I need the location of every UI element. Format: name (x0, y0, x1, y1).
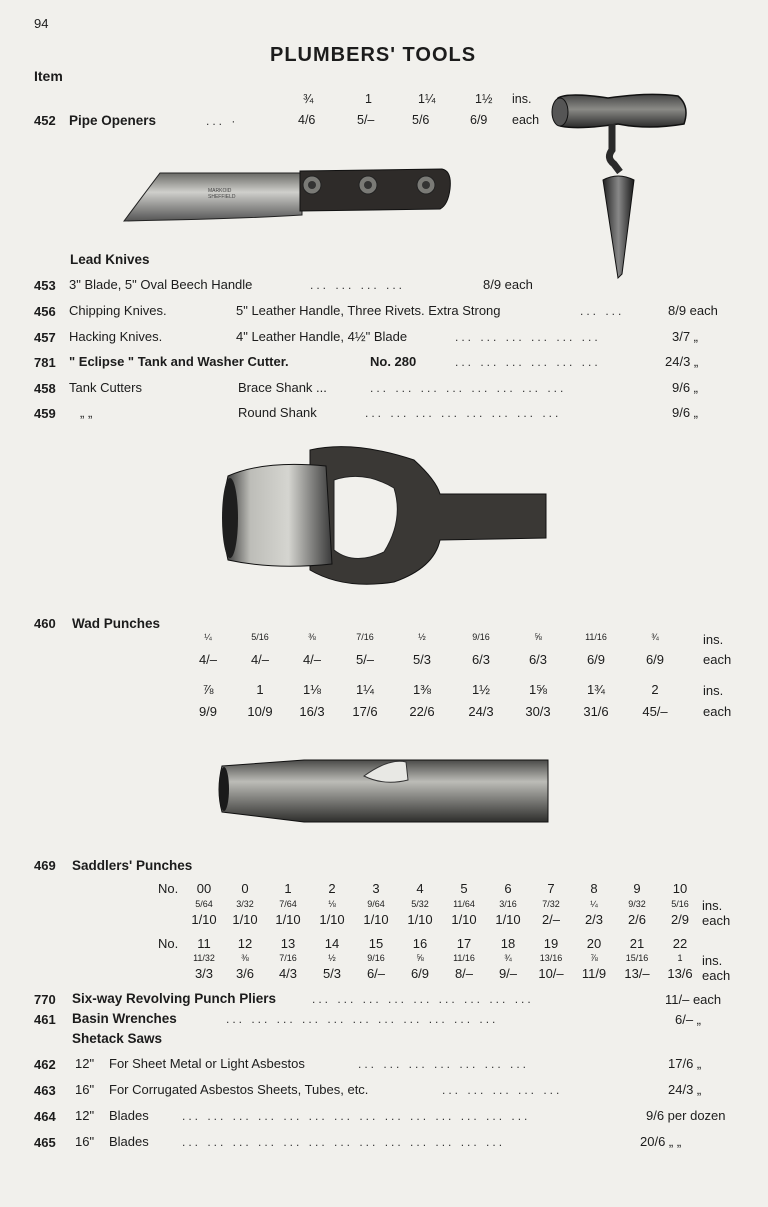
item-desc: Blades (109, 1108, 149, 1123)
wad-price: 6/9 (586, 652, 606, 667)
item-number: 453 (34, 278, 56, 293)
item-name: Tank Cutters (69, 380, 142, 395)
punch-size: 5/16 (671, 899, 689, 909)
item-name: Six-way Revolving Punch Pliers (72, 991, 277, 1006)
item-name: " Eclipse " Tank and Washer Cutter. (69, 354, 289, 369)
item-name: Pipe Openers (69, 113, 157, 128)
punch-size: 7/32 (542, 899, 560, 909)
leader-dots: ... ... ... ... ... ... ... ... ... ... ... ... ... ... (182, 1109, 531, 1123)
item-number: 781 (34, 355, 56, 370)
item-desc: Blades (109, 1134, 149, 1149)
item-number: 458 (34, 381, 56, 396)
punch-size: 5/64 (195, 899, 213, 909)
punch-size: 9/32 (628, 899, 646, 909)
item-price: 9/6 „ (672, 380, 699, 395)
punch-price: 13/– (624, 966, 650, 981)
pipe-price: 5/6 (412, 113, 430, 127)
punch-size: ⅜ (241, 953, 249, 963)
item-number: 452 (34, 113, 56, 128)
wad-price: 24/3 (468, 704, 494, 719)
item-number: 461 (34, 1012, 56, 1027)
wad-size: 5/16 (251, 632, 269, 642)
punch-price: 2/3 (584, 912, 604, 927)
leader-dots: ... ... ... ... ... ... (455, 355, 601, 369)
punch-price: 2/– (541, 912, 561, 927)
punch-size: ¼ (590, 899, 598, 909)
saw-size: 16" (75, 1134, 95, 1149)
no-label: No. (158, 936, 179, 951)
item-number: 465 (34, 1135, 56, 1150)
wad-price: 4/– (198, 652, 218, 667)
item-name: Hacking Knives. (69, 329, 163, 344)
punch-price: 4/3 (278, 966, 298, 981)
punch-price: 11/9 (581, 966, 607, 981)
punch-price: 13/6 (667, 966, 693, 981)
saddler-unit-ins: ins. (702, 953, 723, 968)
item-number: 770 (34, 992, 56, 1007)
punch-size: 7/64 (279, 899, 297, 909)
punch-size: 9/64 (367, 899, 385, 909)
item-price: 24/3 „ (668, 1082, 702, 1097)
wad-size: 1⅛ (302, 682, 322, 697)
page-title: PLUMBERS' TOOLS (270, 44, 477, 66)
punch-number: 21 (629, 936, 645, 951)
wad-price: 22/6 (409, 704, 435, 719)
punch-size: ½ (328, 953, 336, 963)
saddlers-punch-illustration (214, 752, 552, 826)
wad-price: 9/9 (198, 704, 218, 719)
wad-price: 5/3 (412, 652, 432, 667)
item-number: 463 (34, 1083, 56, 1098)
punch-price: 5/3 (322, 966, 342, 981)
item-desc: No. 280 (370, 354, 417, 369)
pipe-size: 1¼ (418, 92, 436, 106)
wad-size: 1⅝ (528, 682, 548, 697)
punch-size: ¾ (504, 953, 512, 963)
punch-number: 0 (241, 881, 249, 896)
item-name: 3" Blade, 5" Oval Beech Handle (69, 277, 253, 292)
item-price: 9/6 per dozen (646, 1108, 726, 1123)
item-price: 3/7 „ (672, 329, 699, 344)
punch-number: 7 (547, 881, 555, 896)
item-number: 460 (34, 616, 56, 631)
wad-unit-ins: ins. (703, 683, 724, 698)
punch-price: 6/– (366, 966, 386, 981)
punch-price: 1/10 (232, 912, 258, 927)
punch-number: 11 (197, 936, 211, 951)
punch-size: 5/32 (411, 899, 429, 909)
item-desc: For Corrugated Asbestos Sheets, Tubes, etc. (109, 1082, 369, 1097)
punch-number: 22 (672, 936, 688, 951)
punch-number: 10 (672, 881, 688, 896)
pipe-price-unit: each (512, 113, 540, 127)
leader-dots: ... ... (580, 304, 625, 318)
item-price: 9/6 „ (672, 405, 699, 420)
wad-price: 6/3 (528, 652, 548, 667)
leader-dots: ... ... ... ... ... (442, 1083, 563, 1097)
pipe-size: ¾ (303, 92, 314, 106)
item-name: Saddlers' Punches (72, 858, 193, 873)
punch-price: 1/10 (495, 912, 521, 927)
punch-size: ⅞ (590, 953, 598, 963)
knife-stamp-text: SHEFFIELD (208, 194, 236, 200)
wad-size: 1 (256, 682, 264, 697)
punch-price: 9/– (498, 966, 518, 981)
leader-dots: ... ... ... ... ... ... ... ... ... (312, 992, 534, 1006)
leader-dots: ... ... ... ... ... ... ... ... ... ... ... (226, 1012, 499, 1026)
wad-size: 7/16 (356, 632, 374, 642)
punch-price: 1/10 (407, 912, 433, 927)
punch-number: 1 (284, 881, 292, 896)
wad-size: ⅝ (534, 632, 542, 642)
pipe-size: 1 (365, 92, 372, 106)
item-column-header: Item (34, 68, 63, 84)
item-desc: 5" Leather Handle, Three Rivets. Extra Strong (236, 303, 501, 318)
item-desc: Brace Shank ... (238, 380, 327, 395)
punch-number: 8 (590, 881, 598, 896)
item-price: 8/9 each (483, 277, 533, 292)
punch-size: 3/32 (236, 899, 254, 909)
item-price: 24/3 „ (665, 354, 699, 369)
knife-stamp-text: MARKOID (208, 188, 232, 194)
item-desc: For Sheet Metal or Light Asbestos (109, 1056, 305, 1071)
wad-size: ½ (418, 632, 426, 642)
leader-dots: ... ... ... ... ... ... ... ... (370, 381, 567, 395)
punch-number: 19 (543, 936, 559, 951)
saw-size: 16" (75, 1082, 95, 1097)
punch-size: 9/16 (367, 953, 385, 963)
punch-price: 2/9 (670, 912, 690, 927)
punch-number: 18 (500, 936, 516, 951)
wad-punch-illustration (214, 440, 550, 590)
saw-size: 12" (75, 1108, 95, 1123)
punch-price: 1/10 (191, 912, 217, 927)
punch-number: 20 (586, 936, 602, 951)
punch-size: 15/16 (625, 953, 649, 963)
punch-size: 1 (677, 953, 683, 963)
punch-number: 14 (324, 936, 340, 951)
punch-price: 8/– (454, 966, 474, 981)
punch-number: 5 (460, 881, 468, 896)
item-name: Wad Punches (72, 616, 161, 631)
saddler-unit-ins: ins. (702, 898, 723, 913)
punch-size: ⅝ (416, 953, 424, 963)
punch-price: 1/10 (451, 912, 477, 927)
punch-size: 3/16 (499, 899, 517, 909)
wad-price: 6/3 (471, 652, 491, 667)
item-price: 8/9 each (668, 303, 718, 318)
wad-size: 2 (651, 682, 659, 697)
wad-price: 17/6 (352, 704, 378, 719)
wad-size: ¼ (204, 632, 212, 642)
wad-price: 30/3 (525, 704, 551, 719)
pipe-price: 5/– (357, 113, 375, 127)
saddler-unit-each: each (702, 913, 731, 928)
punch-price: 1/10 (319, 912, 345, 927)
punch-price: 6/9 (410, 966, 430, 981)
pipe-size: 1½ (475, 92, 493, 106)
item-name: Chipping Knives. (69, 303, 167, 318)
leader-dots: ... ... ... ... ... ... ... ... ... ... ... ... ... (182, 1135, 506, 1149)
item-number: 456 (34, 304, 56, 319)
wad-price: 10/9 (247, 704, 273, 719)
wad-size: 9/16 (472, 632, 490, 642)
wad-price: 16/3 (299, 704, 325, 719)
pipe-size-unit: ins. (512, 92, 532, 106)
wad-price: 6/9 (645, 652, 665, 667)
wad-size: 1¾ (586, 682, 606, 697)
wad-price: 4/– (250, 652, 270, 667)
punch-size: 7/16 (279, 953, 297, 963)
item-number: 462 (34, 1057, 56, 1072)
item-desc: Round Shank (238, 405, 317, 420)
punch-number: 9 (633, 881, 641, 896)
punch-size: ⅛ (328, 899, 336, 909)
pipe-price: 4/6 (298, 113, 316, 127)
wad-price: 45/– (642, 704, 668, 719)
wad-unit-each: each (703, 704, 732, 719)
wad-size: 1¼ (355, 682, 375, 697)
punch-price: 1/10 (275, 912, 301, 927)
wad-unit-ins: ins. (703, 632, 724, 647)
leader-dots: ... · (206, 114, 239, 128)
page-number: 94 (34, 16, 49, 31)
punch-size: 13/16 (539, 953, 563, 963)
item-price: 20/6 „ „ (640, 1134, 682, 1149)
saw-size: 12" (75, 1056, 95, 1071)
wad-price: 31/6 (583, 704, 609, 719)
item-number: 464 (34, 1109, 56, 1124)
punch-number: 12 (237, 936, 253, 951)
section-heading: Shetack Saws (72, 1031, 163, 1046)
punch-number: 00 (196, 881, 212, 896)
saddler-unit-each: each (702, 968, 731, 983)
wad-size: ⅞ (202, 682, 214, 697)
wad-size: 1½ (471, 682, 491, 697)
punch-number: 6 (504, 881, 512, 896)
leader-dots: ... ... ... ... ... ... ... (358, 1057, 530, 1071)
punch-price: 1/10 (363, 912, 389, 927)
leader-dots: ... ... ... ... (310, 278, 406, 292)
item-name: Basin Wrenches (72, 1011, 177, 1026)
punch-number: 15 (368, 936, 384, 951)
wad-size: 1⅜ (412, 682, 432, 697)
punch-number: 3 (372, 881, 380, 896)
punch-size: 11/16 (453, 953, 475, 963)
pipe-price: 6/9 (470, 113, 488, 127)
item-number: 457 (34, 330, 56, 345)
leader-dots: ... ... ... ... ... ... (455, 330, 601, 344)
wad-size: 11/16 (585, 632, 607, 642)
punch-number: 17 (456, 936, 472, 951)
wad-price: 4/– (302, 652, 322, 667)
item-desc: 4" Leather Handle, 4½" Blade (236, 329, 408, 344)
wad-size: ¾ (651, 632, 659, 642)
punch-price: 3/6 (235, 966, 255, 981)
wad-size: ⅜ (308, 632, 316, 642)
wad-unit-each: each (703, 652, 732, 667)
punch-price: 2/6 (627, 912, 647, 927)
item-number: 459 (34, 406, 56, 421)
punch-price: 3/3 (194, 966, 214, 981)
punch-number: 4 (416, 881, 424, 896)
punch-size: 11/32 (193, 953, 215, 963)
item-price: 6/– „ (675, 1012, 702, 1027)
punch-size: 11/64 (453, 899, 475, 909)
ditto-marks: „ „ (80, 405, 93, 420)
item-price: 11/– each (665, 992, 722, 1007)
item-number: 469 (34, 858, 56, 873)
no-label: No. (158, 881, 179, 896)
section-heading: Lead Knives (70, 252, 150, 267)
pipe-opener-illustration (548, 88, 693, 288)
wad-price: 5/– (355, 652, 375, 667)
punch-number: 2 (328, 881, 336, 896)
leader-dots: ... ... ... ... ... ... ... ... (365, 406, 562, 420)
punch-number: 13 (280, 936, 296, 951)
punch-price: 10/– (538, 966, 564, 981)
lead-knife-illustration (120, 165, 455, 227)
item-price: 17/6 „ (668, 1056, 702, 1071)
punch-number: 16 (412, 936, 428, 951)
